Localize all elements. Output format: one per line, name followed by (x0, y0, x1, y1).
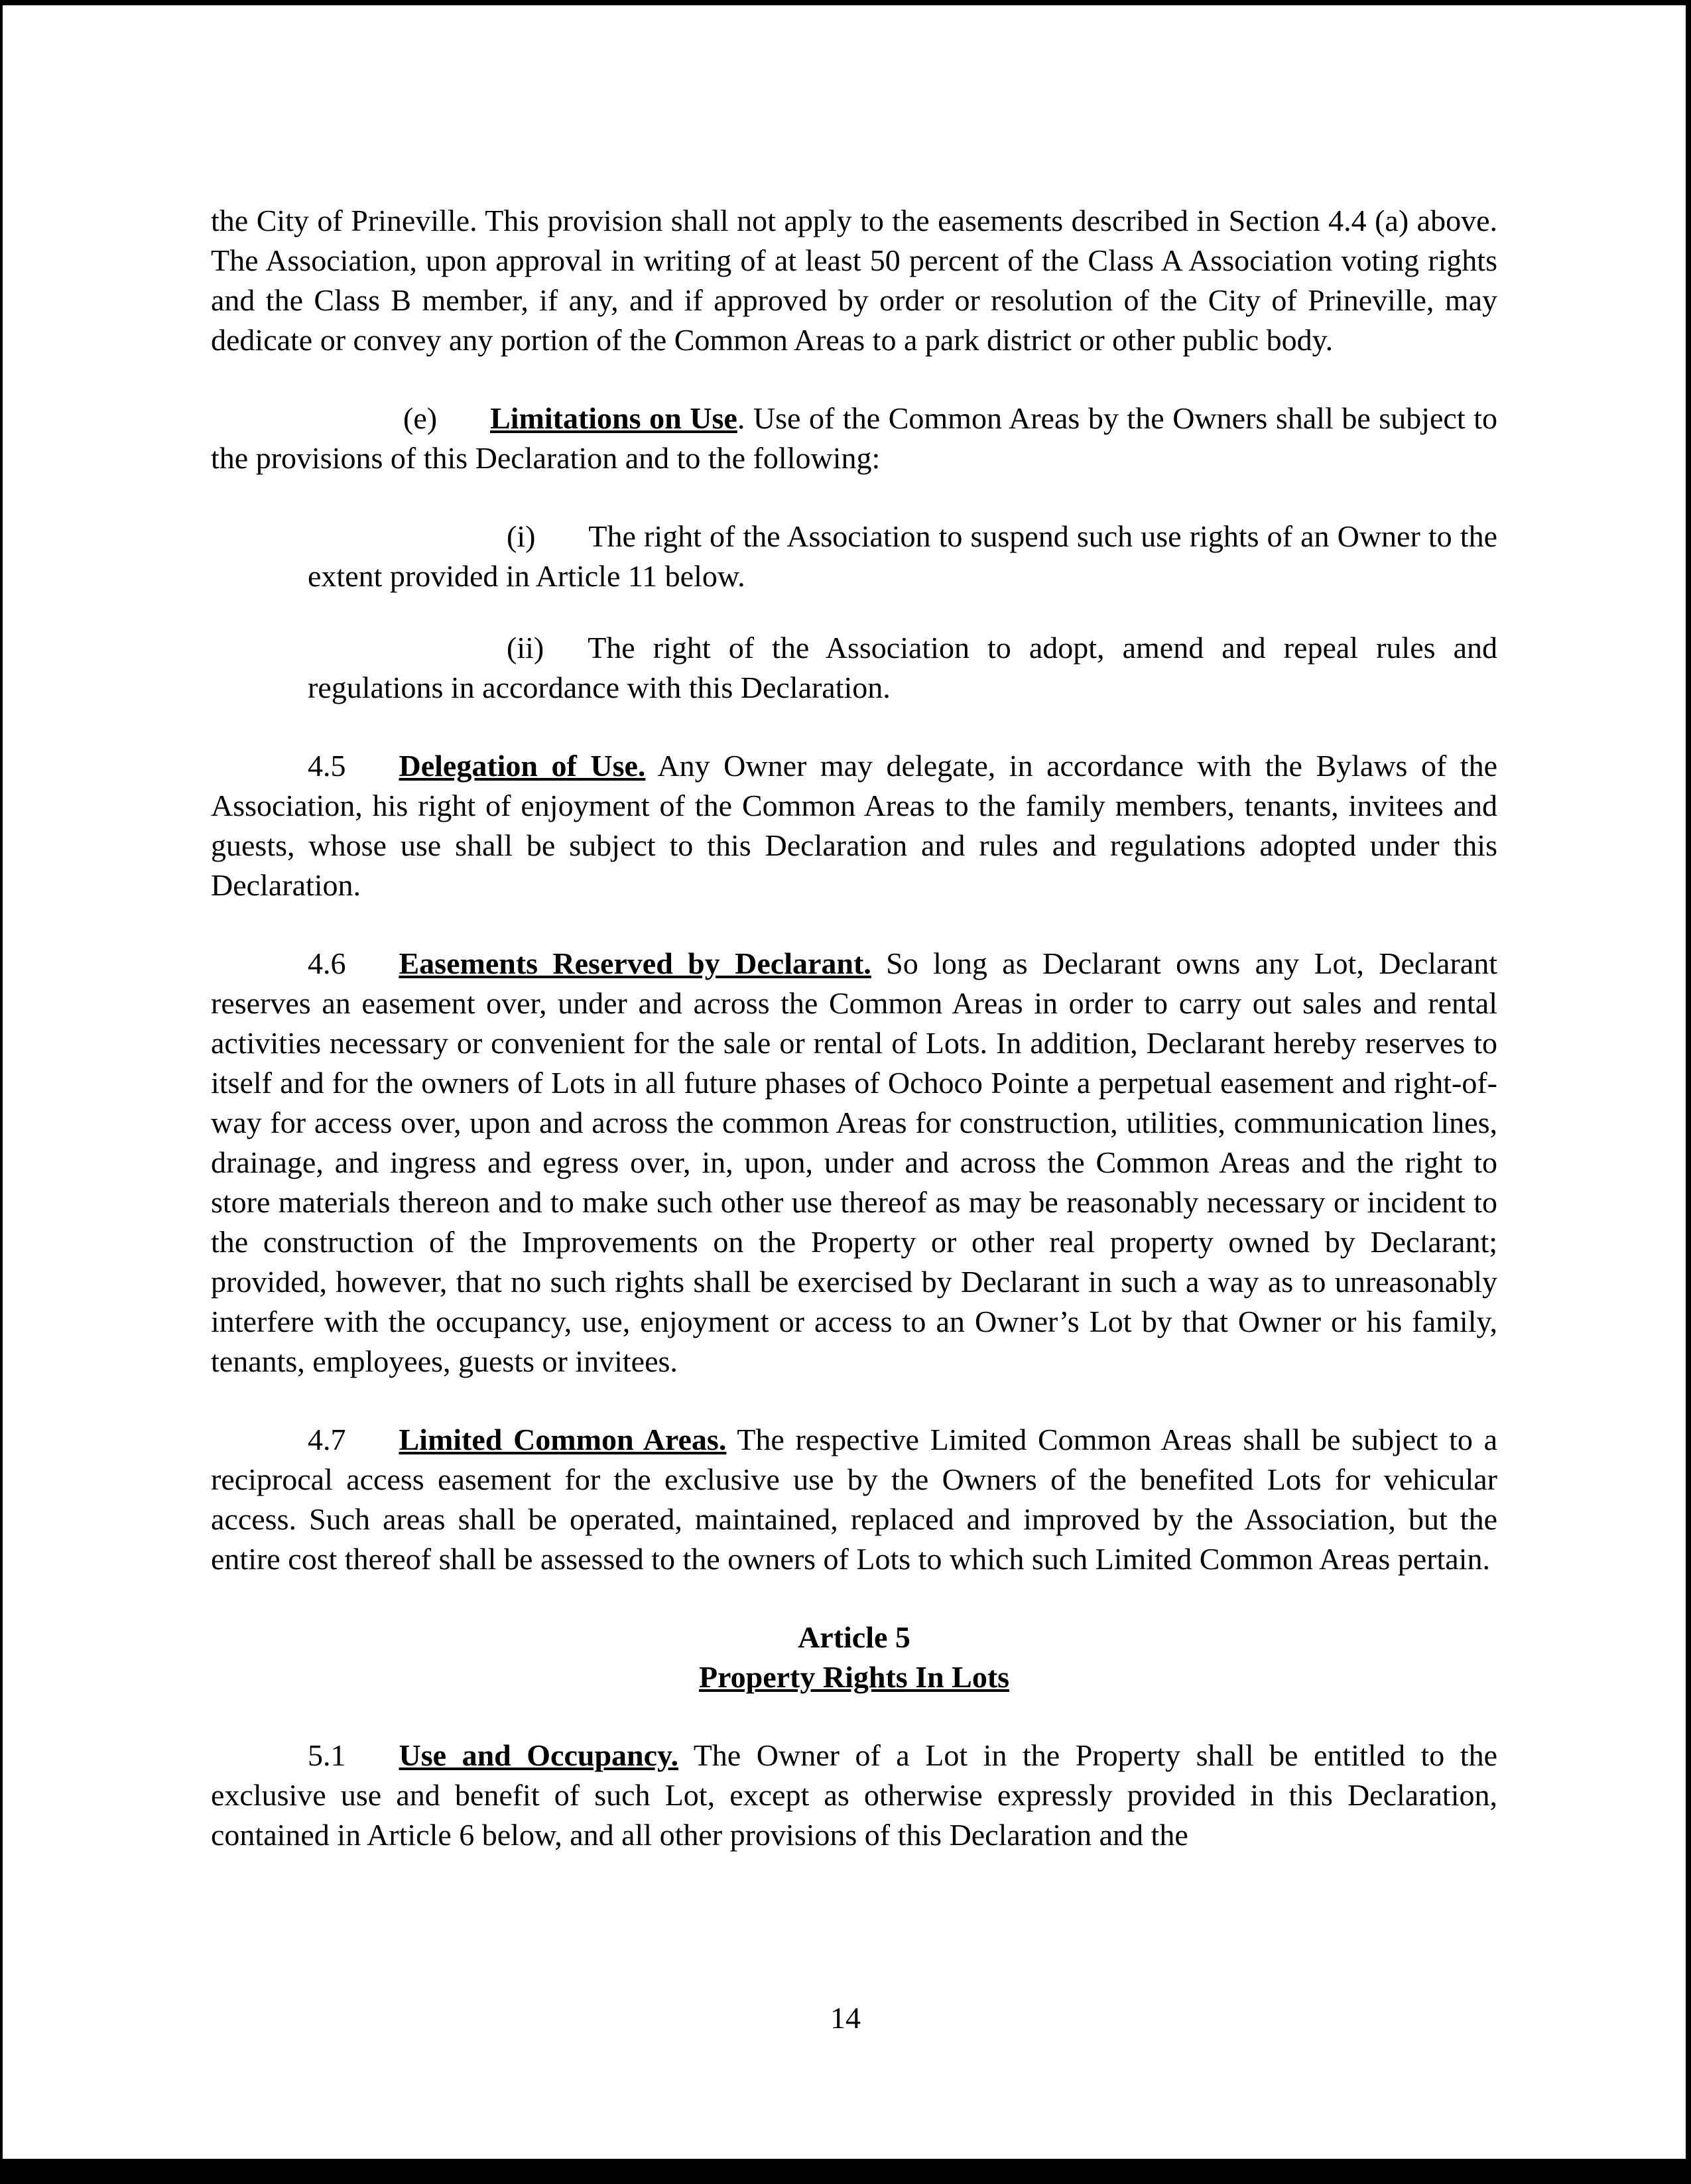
section-4-6-text: So long as Declarant owns any Lot, Declarant reserves an easement over, under and across the Common Areas in order to carry out sales and rental activities necessary or convenient for the sale or rental of Lots. In addition, Declarant hereby reserves to itself and for the owners of Lots in all future phases of Ochoco Pointe a perpetual easement and right-of-way for access over, upon and across the common Areas for construction, utilities, communication lines, drainage, and ingress and egress over, in, upon, under and across the Common Areas and the right to store materials thereon and to make such other use thereof as may be reasonably necessary or incident to the construction of the Improvements on the Property or other real property owned by Declarant; provided, however, that no such rights shall be exercised by Declarant in such a way as to unreasonably interfere with the occupancy, use, enjoyment or access to an Owner’s Lot by that Owner or his family, tenants, employees, guests or invitees. (211, 946, 1497, 1378)
section-5-1 (211, 1736, 1497, 1855)
section-4-7 (211, 1420, 1497, 1579)
section-4-7-text: The respective Limited Common Areas shall be subject to a reciprocal access easement for the exclusive use by the Owners of the benefited Lots for vehicular access. Such areas shall be operated, maintained, replaced and improved by the Association, but the entire cost thereof shall be assessed to the owners of Lots to which such Limited Common Areas pertain. (211, 1423, 1498, 1576)
page-number: 14 (830, 2001, 861, 2035)
section-4-6 (211, 944, 1497, 1381)
section-4-5-heading: Delegation of Use. (399, 749, 646, 783)
section-4-6-number: 4.6 (308, 946, 346, 980)
subsection-e-label: (e) (403, 401, 438, 435)
document-page (211, 201, 1497, 1855)
section-4-6-heading: Easements Reserved by Declarant. (399, 946, 871, 980)
scan-border-left (0, 0, 3, 2184)
section-5-1-heading: Use and Occupancy. (399, 1738, 679, 1772)
item-ii (308, 628, 1497, 708)
article-5-heading (211, 1618, 1497, 1697)
article-label: Article 5 (798, 1620, 910, 1654)
continued-paragraph: the City of Prineville. This provision shall not apply to the easements described in Section 4.4 (a) above. The Association, upon approval in writing of at least 50 percent of the Class A Association voting rights and the Class B member, if any, and if approved by order or resolution of the City of Prineville, may dedicate or convey any portion of the Common Areas to a park district or other public body. (211, 204, 1497, 357)
section-5-1-number: 5.1 (308, 1738, 346, 1772)
section-4-5 (211, 746, 1497, 905)
subsection-e-heading: Limitations on Use (490, 401, 737, 435)
item-ii-text: The right of the Association to adopt, amend and repeal rules and regulations in accordance with this Declaration. (308, 631, 1497, 704)
item-i-text: The right of the Association to suspend such use rights of an Owner to the extent provided in Article 11 below. (308, 519, 1497, 593)
item-i (308, 517, 1497, 596)
scan-border-right (1686, 0, 1691, 2184)
section-4-5-number: 4.5 (308, 749, 346, 783)
section-4-5-text: Any Owner may delegate, in accordance with the Bylaws of the Association, his right of enjoyment of the Common Areas to the family members, tenants, invitees and guests, whose use shall be subject to this Declaration and rules and regulations adopted under this Declaration. (211, 749, 1497, 902)
section-4-7-number: 4.7 (308, 1423, 346, 1456)
section-5-1-text: The Owner of a Lot in the Property shall be entitled to the exclusive use and benefit of such Lot, except as otherwise expressly provided in this Declaration, contained in Article 6 below, and all other provisions of this Declaration and the (211, 1738, 1497, 1852)
item-ii-label: (ii) (507, 631, 544, 665)
article-title: Property Rights In Lots (698, 1660, 1010, 1694)
subsection-e-text: . Use of the Common Areas by the Owners shall be subject to the provisions of this Declaration and to the following: (211, 401, 1497, 475)
section-4-7-heading: Limited Common Areas. (399, 1423, 727, 1456)
item-i-label: (i) (507, 519, 536, 553)
subsection-e (211, 399, 1497, 478)
scan-border-bottom (0, 2159, 1691, 2184)
scan-border-top (0, 0, 1691, 5)
